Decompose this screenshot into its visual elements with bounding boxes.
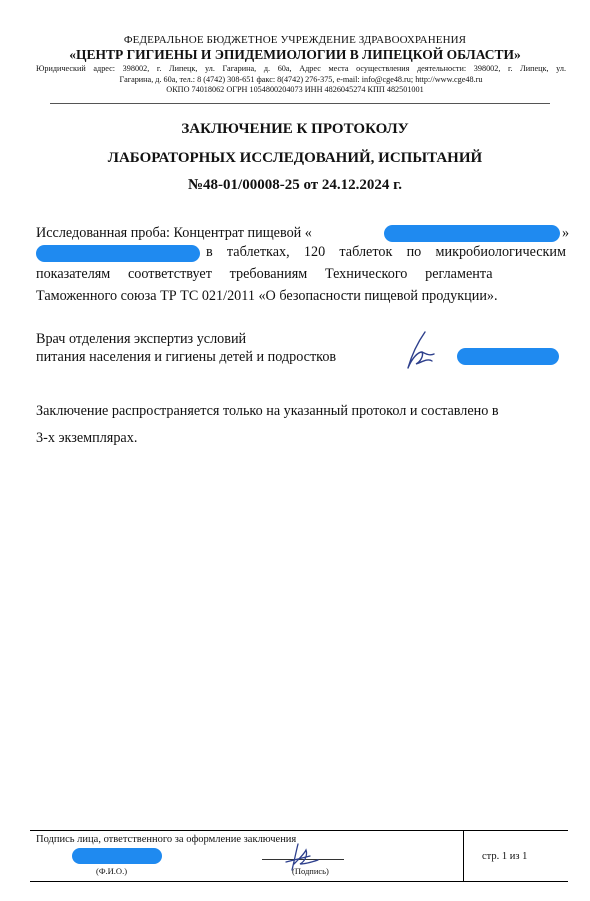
redacted-responsible-name (72, 848, 162, 864)
sample-form-text: в таблетках, 120 таблеток по микробиологическим (206, 244, 566, 260)
doctor-signature (398, 328, 440, 374)
signature-caption: (Подпись) (292, 866, 329, 876)
sample-quote-close: » (562, 225, 570, 241)
org-registration-numbers: ОКПО 74018062 ОГРН 1054800204073 ИНН 4826045274 КПП 482501001 (166, 85, 424, 94)
org-address-line1: Юридический адрес: 398002, г. Липецк, ул. Гагарина, д. 60а, Адрес места осуществления деятельности: 398002, г. Липецк, ул. (36, 64, 566, 73)
sample-prefix: Исследованная проба: Концентрат пищевой « (36, 225, 312, 241)
note-line1: Заключение распространяется только на указанный протокол и составлено в (36, 403, 499, 419)
sample-line1 (36, 224, 570, 244)
page-number: стр. 1 из 1 (482, 851, 528, 862)
document-number-date: №48-01/00008-25 от 24.12.2024 г. (187, 177, 403, 193)
doctor-title-line1: Врач отделения экспертиз условий (36, 331, 247, 347)
org-name: «ЦЕНТР ГИГИЕНЫ И ЭПИДЕМИОЛОГИИ В ЛИПЕЦКОЙ ОБЛАСТИ» (69, 47, 521, 62)
footer-divider (463, 831, 464, 881)
fio-caption: (Ф.И.О.) (96, 866, 128, 876)
document-title-line1: ЗАКЛЮЧЕНИЕ К ПРОТОКОЛУ (181, 121, 409, 137)
org-address-line2: Гагарина, д. 60а, тел.: 8 (4742) 308-651 факс: 8(4742) 276-375, e-mail: info@cge48.ru; http://www.cge48.ru (119, 75, 483, 84)
sample-line2 (36, 243, 566, 263)
redacted-doctor-name (457, 348, 559, 365)
redacted-product-name (384, 225, 560, 242)
document-title-line2: ЛАБОРАТОРНЫХ ИССЛЕДОВАНИЙ, ИСПЫТАНИЙ (107, 150, 483, 166)
note-line2: 3-х экземплярах. (36, 430, 138, 446)
header-divider (50, 103, 550, 104)
footer-label: Подпись лица, ответственного за оформление заключения (36, 834, 297, 845)
sample-line3: показателям соответствует требованиям Технического регламента (36, 266, 493, 282)
org-type: ФЕДЕРАЛЬНОЕ БЮДЖЕТНОЕ УЧРЕЖДЕНИЕ ЗДРАВООХРАНЕНИЯ (123, 34, 467, 46)
doctor-title-line2: питания населения и гигиены детей и подростков (36, 349, 337, 365)
redacted-product-name-cont (36, 245, 200, 262)
sample-line4: Таможенного союза ТР ТС 021/2011 «О безопасности пищевой продукции». (36, 288, 498, 304)
